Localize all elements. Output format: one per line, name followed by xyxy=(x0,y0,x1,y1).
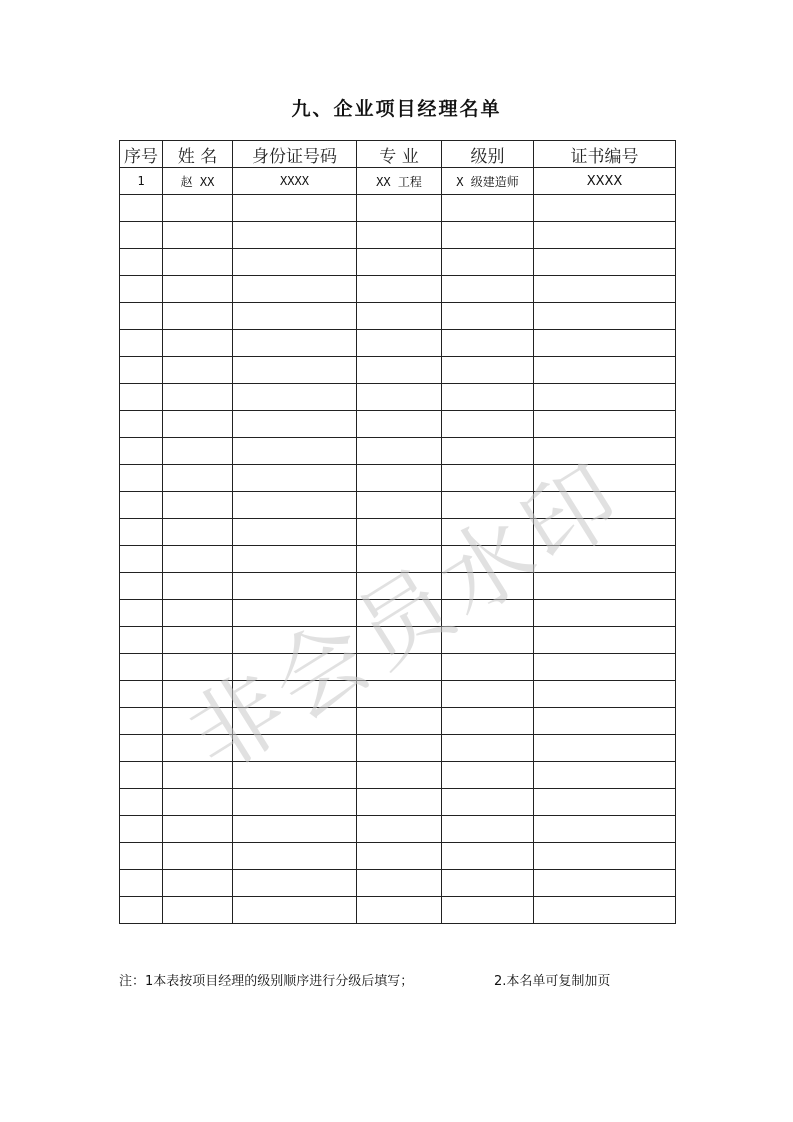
cell-id-number xyxy=(233,789,357,816)
cell-serial xyxy=(120,870,163,897)
cell-major xyxy=(357,762,442,789)
cell-certificate-number xyxy=(534,357,676,384)
cell-certificate-number xyxy=(534,492,676,519)
cell-major xyxy=(357,654,442,681)
cell-id-number xyxy=(233,303,357,330)
cell-level xyxy=(442,492,534,519)
cell-level xyxy=(442,681,534,708)
cell-name xyxy=(163,303,233,330)
cell-id-number xyxy=(233,870,357,897)
cell-level xyxy=(442,438,534,465)
table-row xyxy=(120,789,676,816)
cell-id-number xyxy=(233,546,357,573)
cell-major xyxy=(357,276,442,303)
cell-id-number xyxy=(233,897,357,924)
cell-serial xyxy=(120,384,163,411)
header-cell-serial: 序号 xyxy=(120,141,163,168)
table-row xyxy=(120,573,676,600)
cell-name xyxy=(163,789,233,816)
cell-major xyxy=(357,573,442,600)
cell-id-number xyxy=(233,357,357,384)
cell-name xyxy=(163,843,233,870)
cell-level xyxy=(442,519,534,546)
header-cell-name: 姓 名 xyxy=(163,141,233,168)
cell-major xyxy=(357,465,442,492)
header-cell-major: 专 业 xyxy=(357,141,442,168)
cell-major xyxy=(357,600,442,627)
cell-id-number xyxy=(233,681,357,708)
cell-serial xyxy=(120,357,163,384)
cell-name xyxy=(163,573,233,600)
table-row xyxy=(120,654,676,681)
cell-certificate-number xyxy=(534,195,676,222)
cell-name xyxy=(163,492,233,519)
table-row xyxy=(120,627,676,654)
cell-level xyxy=(442,465,534,492)
cell-serial xyxy=(120,330,163,357)
cell-serial xyxy=(120,222,163,249)
cell-serial xyxy=(120,195,163,222)
cell-serial xyxy=(120,465,163,492)
cell-id-number xyxy=(233,195,357,222)
cell-id-number xyxy=(233,627,357,654)
cell-name xyxy=(163,816,233,843)
cell-serial xyxy=(120,573,163,600)
table-row xyxy=(120,411,676,438)
cell-major xyxy=(357,411,442,438)
cell-id-number xyxy=(233,843,357,870)
cell-major xyxy=(357,438,442,465)
cell-level xyxy=(442,303,534,330)
cell-major xyxy=(357,249,442,276)
cell-serial xyxy=(120,762,163,789)
cell-name xyxy=(163,735,233,762)
cell-serial xyxy=(120,654,163,681)
cell-certificate-number xyxy=(534,249,676,276)
cell-major xyxy=(357,681,442,708)
table-row xyxy=(120,492,676,519)
cell-level xyxy=(442,789,534,816)
table-row xyxy=(120,735,676,762)
cell-serial xyxy=(120,492,163,519)
cell-certificate-number xyxy=(534,762,676,789)
table-row xyxy=(120,708,676,735)
cell-major xyxy=(357,519,442,546)
footnote-item-2: 2.本名单可复制加页 xyxy=(494,974,611,989)
cell-name xyxy=(163,627,233,654)
cell-major xyxy=(357,789,442,816)
table-row xyxy=(120,762,676,789)
cell-id-number xyxy=(233,222,357,249)
cell-major xyxy=(357,492,442,519)
table-row xyxy=(120,816,676,843)
cell-name xyxy=(163,708,233,735)
cell-id-number xyxy=(233,330,357,357)
cell-name xyxy=(163,330,233,357)
cell-major xyxy=(357,870,442,897)
cell-certificate-number xyxy=(534,222,676,249)
cell-serial xyxy=(120,816,163,843)
cell-level xyxy=(442,276,534,303)
cell-certificate-number xyxy=(534,573,676,600)
table-row xyxy=(120,195,676,222)
cell-major xyxy=(357,303,442,330)
cell-level xyxy=(442,654,534,681)
cell-serial xyxy=(120,276,163,303)
cell-certificate-number xyxy=(534,627,676,654)
cell-serial xyxy=(120,789,163,816)
cell-major xyxy=(357,357,442,384)
cell-certificate-number xyxy=(534,465,676,492)
header-cell-level: 级别 xyxy=(442,141,534,168)
table-row xyxy=(120,276,676,303)
cell-name xyxy=(163,897,233,924)
cell-level xyxy=(442,411,534,438)
table-row xyxy=(120,519,676,546)
table-row xyxy=(120,438,676,465)
cell-name xyxy=(163,276,233,303)
cell-name xyxy=(163,384,233,411)
table-row xyxy=(120,303,676,330)
page-title: 九、企业项目经理名单 xyxy=(291,98,502,120)
cell-major xyxy=(357,843,442,870)
cell-id-number xyxy=(233,411,357,438)
cell-certificate-number xyxy=(534,654,676,681)
cell-level xyxy=(442,735,534,762)
cell-level xyxy=(442,708,534,735)
cell-level xyxy=(442,573,534,600)
cell-major: XX 工程 xyxy=(357,168,442,195)
table-row xyxy=(120,222,676,249)
cell-certificate-number: XXXX xyxy=(534,168,676,195)
cell-level xyxy=(442,249,534,276)
table-row xyxy=(120,546,676,573)
cell-major xyxy=(357,735,442,762)
cell-level xyxy=(442,843,534,870)
cell-major xyxy=(357,546,442,573)
cell-certificate-number xyxy=(534,519,676,546)
cell-name xyxy=(163,546,233,573)
cell-serial xyxy=(120,681,163,708)
cell-serial xyxy=(120,303,163,330)
cell-name xyxy=(163,195,233,222)
cell-name xyxy=(163,465,233,492)
cell-certificate-number xyxy=(534,897,676,924)
project-manager-table xyxy=(119,140,676,924)
cell-certificate-number xyxy=(534,708,676,735)
cell-name xyxy=(163,870,233,897)
cell-name xyxy=(163,357,233,384)
header-cell-certificate-number: 证书编号 xyxy=(534,141,676,168)
cell-serial xyxy=(120,411,163,438)
cell-level xyxy=(442,195,534,222)
cell-certificate-number xyxy=(534,843,676,870)
cell-level xyxy=(442,357,534,384)
cell-major xyxy=(357,708,442,735)
cell-name xyxy=(163,681,233,708)
cell-certificate-number xyxy=(534,546,676,573)
cell-id-number xyxy=(233,762,357,789)
cell-major xyxy=(357,384,442,411)
cell-id-number xyxy=(233,519,357,546)
cell-serial xyxy=(120,546,163,573)
cell-name: 赵 XX xyxy=(163,168,233,195)
cell-certificate-number xyxy=(534,681,676,708)
cell-certificate-number xyxy=(534,384,676,411)
table-row xyxy=(120,600,676,627)
cell-name xyxy=(163,600,233,627)
cell-certificate-number xyxy=(534,411,676,438)
cell-level xyxy=(442,600,534,627)
table-row xyxy=(120,357,676,384)
cell-level xyxy=(442,816,534,843)
cell-level: X 级建造师 xyxy=(442,168,534,195)
table-row xyxy=(120,897,676,924)
cell-name xyxy=(163,411,233,438)
cell-name xyxy=(163,762,233,789)
cell-id-number xyxy=(233,465,357,492)
watermark: 非会员水印 xyxy=(170,442,643,793)
cell-certificate-number xyxy=(534,438,676,465)
cell-certificate-number xyxy=(534,303,676,330)
cell-major xyxy=(357,195,442,222)
cell-level xyxy=(442,222,534,249)
cell-name xyxy=(163,249,233,276)
table-row xyxy=(120,465,676,492)
cell-id-number xyxy=(233,438,357,465)
cell-serial xyxy=(120,735,163,762)
cell-certificate-number xyxy=(534,789,676,816)
cell-id-number xyxy=(233,573,357,600)
cell-name xyxy=(163,222,233,249)
cell-id-number xyxy=(233,492,357,519)
cell-name xyxy=(163,519,233,546)
cell-id-number xyxy=(233,735,357,762)
cell-level xyxy=(442,762,534,789)
cell-certificate-number xyxy=(534,735,676,762)
table-body xyxy=(120,168,676,924)
cell-level xyxy=(442,330,534,357)
cell-id-number xyxy=(233,708,357,735)
table-row xyxy=(120,168,676,195)
cell-level xyxy=(442,627,534,654)
cell-major xyxy=(357,222,442,249)
cell-certificate-number xyxy=(534,330,676,357)
cell-id-number xyxy=(233,384,357,411)
footnote xyxy=(119,970,611,989)
cell-certificate-number xyxy=(534,816,676,843)
header-cell-id-number: 身份证号码 xyxy=(233,141,357,168)
table-row xyxy=(120,330,676,357)
cell-id-number xyxy=(233,249,357,276)
cell-serial xyxy=(120,627,163,654)
cell-serial xyxy=(120,843,163,870)
cell-name xyxy=(163,654,233,681)
table-header-row xyxy=(120,141,676,168)
cell-serial xyxy=(120,519,163,546)
table-row xyxy=(120,843,676,870)
cell-serial xyxy=(120,708,163,735)
table-row xyxy=(120,384,676,411)
cell-serial xyxy=(120,438,163,465)
cell-id-number xyxy=(233,816,357,843)
cell-serial: 1 xyxy=(120,168,163,195)
cell-major xyxy=(357,816,442,843)
cell-certificate-number xyxy=(534,600,676,627)
cell-name xyxy=(163,438,233,465)
cell-major xyxy=(357,627,442,654)
footnote-item-1: 注：1本表按项目经理的级别顺序进行分级后填写； xyxy=(119,974,414,989)
cell-level xyxy=(442,870,534,897)
cell-serial xyxy=(120,897,163,924)
cell-id-number xyxy=(233,600,357,627)
cell-certificate-number xyxy=(534,870,676,897)
cell-serial xyxy=(120,249,163,276)
cell-level xyxy=(442,546,534,573)
cell-serial xyxy=(120,600,163,627)
cell-id-number xyxy=(233,276,357,303)
cell-id-number: XXXX xyxy=(233,168,357,195)
cell-level xyxy=(442,384,534,411)
cell-level xyxy=(442,897,534,924)
cell-major xyxy=(357,897,442,924)
table-row xyxy=(120,681,676,708)
cell-id-number xyxy=(233,654,357,681)
table-row xyxy=(120,249,676,276)
cell-certificate-number xyxy=(534,276,676,303)
table-row xyxy=(120,870,676,897)
cell-major xyxy=(357,330,442,357)
